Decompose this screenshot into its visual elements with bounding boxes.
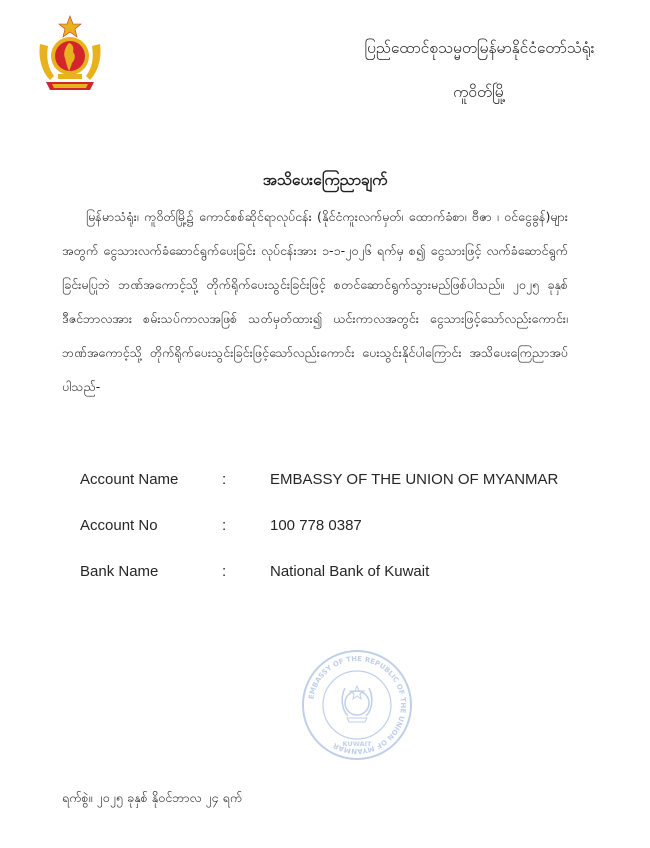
account-name-value: EMBASSY OF THE UNION OF MYANMAR [270,471,559,488]
account-number-row [80,510,600,556]
account-number-label: Account No [80,517,158,534]
account-name-label: Account Name [80,471,179,488]
colon: : [222,471,227,488]
notice-body: မြန်မာသံရုံး၊ ကူဝိတ်မြို့၌ ကောင်စစ်ဆိုင်ရာလုပ်ငန်း (နိုင်ငံကူးလက်မှတ်၊ ထောက်ခံစာ၊ ဗီဇာ ၊ ဝင်ငွေခွန်)များအတွက် ငွေသားလက်ခံဆောင်ရွက်ပေးခြင်း လုပ်ငန်းအား ၁-၁-၂၀၂၆ ရက်မှ စ၍ ငွေသားဖြင့် လက်ခံဆောင်ရွက်ခြင်းမပြုဘဲ ဘဏ်အကောင့်သို့ တိုက်ရိုက်ပေးသွင်းခြင်းဖြင့် စတင်ဆောင်ရွက်သွားမည်ဖြစ်ပါသည်။ ၂၀၂၅ ခုနှစ် ဒီဇင်ဘာလအား စမ်းသပ်ကာလအဖြစ် သတ်မှတ်ထား၍ ယင်းကာလအတွင်း ငွေသားဖြင့်သော်လည်းကောင်း၊ ဘဏ်အကောင့်သို့ တိုက်ရိုက်ပေးသွင်းခြင်းဖြင့်သော်လည်းကောင်း ပေးသွင်းနိုင်ပါကြောင်း အသိပေးကြေညာအပ်ပါသည်- [62,209,568,394]
state-emblem-icon [36,14,104,94]
bank-name-row [80,556,600,602]
embassy-name: ပြည်ထောင်စုသမ္မတမြန်မာနိုင်ငံတော်သံရုံး [364,39,595,57]
embassy-city: ကူဝိတ်မြို့ [453,83,506,101]
account-name-row [80,464,600,510]
account-details [80,464,600,602]
colon: : [222,563,227,580]
embassy-seal-icon [300,648,414,762]
account-number-value: 100 778 0387 [270,517,362,534]
colon: : [222,517,227,534]
seal-ring-text: EMBASSY OF THE REPUBLIC OF THE UNION OF MYANMAR [307,654,408,756]
document-date: ရက်စွဲ။ ၂၀၂၅ ခုနှစ် နိုဝင်ဘာလ ၂၄ ရက် [62,790,243,805]
bank-name-value: National Bank of Kuwait [270,563,430,580]
seal-city-text: KUWAIT [342,740,372,748]
notice-title: အသိပေးကြေညာချက် [262,171,388,189]
bank-name-label: Bank Name [80,563,159,580]
